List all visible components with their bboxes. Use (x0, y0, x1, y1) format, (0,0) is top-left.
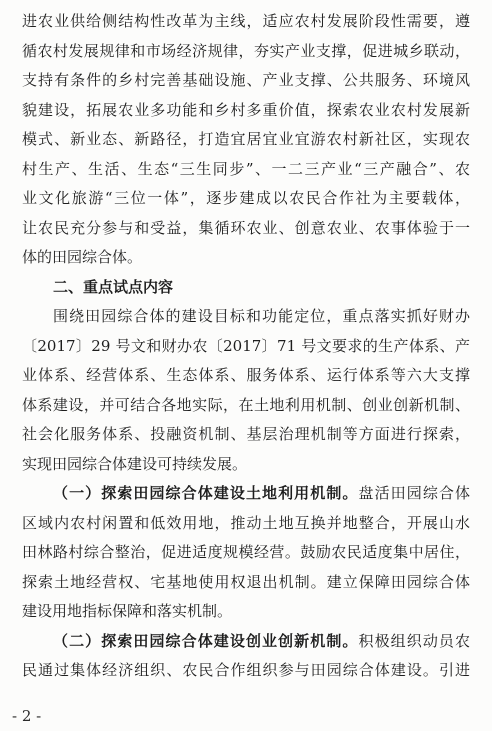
item-one-paragraph (22, 479, 470, 627)
text-line: 〔2017〕29 号文和财办农〔2017〕71 号文要求的生产体系、产 (22, 336, 470, 355)
text-line (22, 627, 470, 657)
text-line: 业体系、经营体系、生态体系、服务体系、运行体系等六大支撑 (22, 366, 470, 384)
text-line: 支持有条件的乡村完善基础设施、产业支撑、公共服务、环境风 (22, 71, 470, 89)
text-line: 探索土地经营权、宅基地使用权退出机制。建立保障田园综合体 (22, 572, 470, 591)
text-line: 循农村发展规律和市场经济规律，夯实产业支撑，促进城乡联动， (22, 41, 470, 60)
text-line: 貌建设，拓展农业多功能和乡村多重价值，探索农业农村发展新 (22, 100, 470, 119)
section-heading: 二、重点试点内容 (53, 277, 174, 296)
text-line: 让农民充分参与和受益，集循环农业、创意农业、农事体验于一 (22, 218, 470, 237)
text-line (22, 479, 470, 509)
text-column (22, 7, 470, 686)
text-line: 业文化旅游“三位一体”，逐步建成以农民合作社为主要载体， (22, 189, 470, 207)
item-two-paragraph (22, 627, 470, 686)
page-number: - 2 - (12, 707, 42, 725)
text-line: 社会化服务体系、投融资机制、基层治理机制等方面进行探索， (22, 425, 470, 443)
item-heading: （一）探索田园综合体建设土地利用机制。 (53, 484, 359, 502)
text-segment: 盘活田园综合体 (358, 484, 470, 502)
text-line: 体系建设，并可结合各地实际，在土地利用机制、创业创新机制、 (22, 395, 470, 414)
text-line: 区域内农村闲置和低效用地，推动土地互换并地整合，开展山水 (22, 513, 470, 532)
text-line: 建设用地指标保障和落实机制。 (22, 602, 233, 620)
item-heading: （二）探索田园综合体建设创业创新机制。 (53, 631, 359, 650)
text-line: 民通过集体经济组织、农民合作组织参与田园综合体建设。引进 (22, 661, 470, 679)
text-line: 模式、新业态、新路径，打造宜居宜业宜游农村新社区，实现农 (22, 130, 470, 148)
section-paragraph (22, 302, 470, 479)
text-line: 进农业供给侧结构性改革为主线，适应农村发展阶段性需要，遵 (22, 12, 470, 30)
text-line: 实现田园综合体建设可持续发展。 (22, 454, 248, 473)
text-segment: 积极组织动员农 (358, 631, 470, 650)
text-line: 围绕田园综合体的建设目标和功能定位，重点落实抓好财办 (53, 307, 470, 325)
intro-paragraph (22, 7, 470, 273)
text-line: 村生产、生活、生态“三生同步”、一二三产业“三产融合”、农 (22, 159, 470, 178)
text-line: 田林路村综合整治，促进适度规模经营。鼓励农民适度集中居住， (22, 543, 470, 561)
text-line: 体的田园综合体。 (22, 248, 143, 266)
